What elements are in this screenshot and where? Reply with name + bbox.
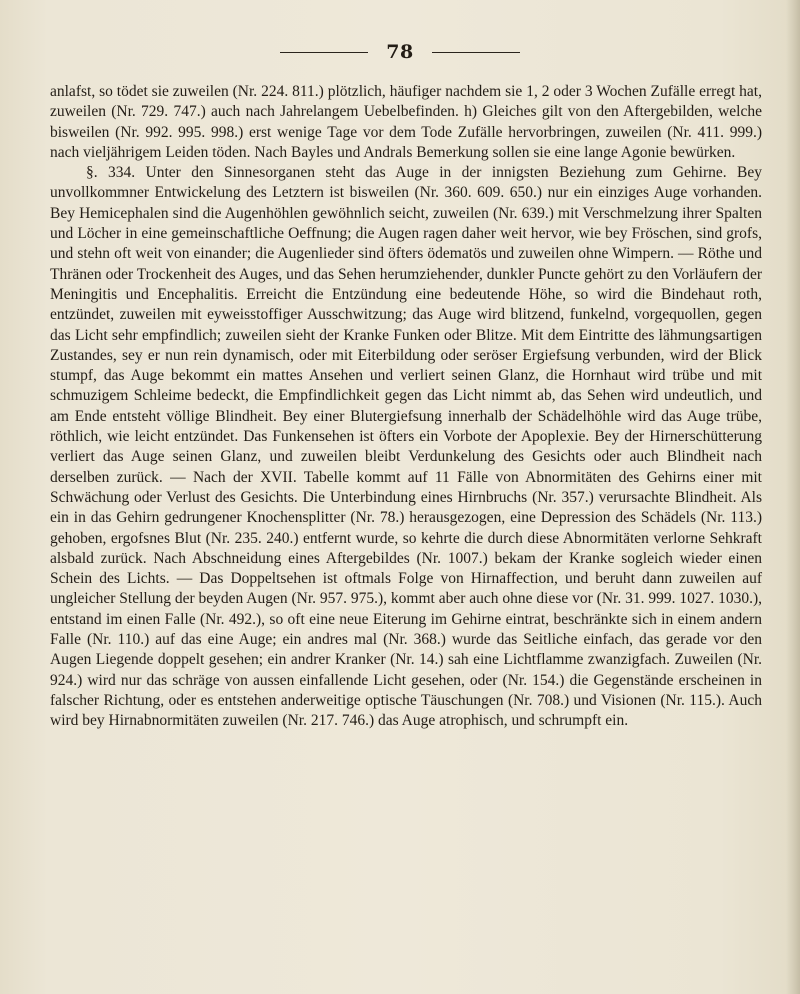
page-header [200, 40, 600, 64]
body-text [50, 82, 762, 732]
paragraph-continuation: anlafst, so tödet sie zuweilen (Nr. 224. 811.) plötzlich, häufiger nachdem sie 1, 2 oder 3 Wochen Zufälle erregt hat, zuweilen (Nr. 729. 747.) auch nach Jahrelangem Uebelbefinden. h) Gleiches gilt von den Aftergebilden, welche bisweilen (Nr. 992. 995. 998.) erst wenige Tage vor dem Tode Zufälle hervorbringen, zuweilen (Nr. 411. 999.) nach vieljährigem Leiden töden. Nach Bayles und Andrals Bemerkung sollen sie eine lange Agonie bewürken. [50, 83, 762, 161]
page-number: 78 [386, 41, 414, 63]
page-edge-shadow [786, 0, 800, 994]
header-rule-left [280, 52, 368, 53]
header-rule-right [432, 52, 520, 53]
paragraph-section-334: §. 334. Unter den Sinnesorganen steht das Auge in der innigsten Beziehung zum Gehirne. Bey unvollkommner Entwickelung des Letztern ist bisweilen (Nr. 360. 609. 650.) nur ein einziges Auge vorhanden. Bey Hemicephalen sind die Augenhöhlen gewöhnlich seicht, zuweilen (Nr. 639.) mit Verschmelzung ihrer Spalten und Löcher in eine gemeinschaftliche Oeffnung; die Augen ragen daher weit hervor, wie bey Fröschen, sind grofs, und stehn oft weit von einander; die Augenlieder sind öfters ödematös und zuweilen ohne Wimpern. — Röthe und Thränen oder Trockenheit des Auges, und das Sehen herumziehender, dunkler Puncte gehört zu den Vorläufern der Meningitis und Encephalitis. Erreicht die Entzündung eine bedeutende Höhe, so wird die Bindehaut roth, entzündet, zuweilen mit eyweisstoffiger Ausschwitzung; das Auge wird blitzend, funkelnd, vorgequollen, gegen das Licht sehr empfindlich; zuweilen sieht der Kranke Funken oder Blitze. Mit dem Eintritte des lähmungsartigen Zustandes, sey er nun rein dynamisch, oder mit Eiterbildung oder seröser Ergiefsung verbunden, wird der Blick stumpf, das Auge bekommt ein mattes Ansehen und verliert seinen Glanz, die Hornhaut wird trübe und mit schmuzigem Schleime bedeckt, die Empfindlichkeit gegen das Licht nimmt ab, das Sehen wird undeutlich, und am Ende entsteht völlige Blindheit. Bey einer Blutergiefsung innerhalb der Schädelhöhle wird das Auge trübe, röthlich, wie leicht entzündet. Das Funkensehen ist öfters ein Vorbote der Apoplexie. Bey der Hirnerschütterung verliert das Auge seinen Glanz, und zuweilen bleibt Verdunkelung des Gesichts oder auch Blindheit nach derselben zurück. — Nach der XVII. Tabelle kommt auf 11 Fälle von Abnormitäten des Gehirns einer mit Schwächung oder Verlust des Gesichts. Die Unterbindung eines Hirnbruchs (Nr. 357.) verursachte Blindheit. Als ein in das Gehirn gedrungener Knochensplitter (Nr. 78.) herausgezogen, eine Depression des Schädels (Nr. 113.) gehoben, ergofsnes Blut (Nr. 235. 240.) entfernt wurde, so kehrte die durch diese Abnormitäten verlorne Sehkraft alsbald zurück. Nach Abschneidung eines Aftergebildes (Nr. 1007.) bekam der Kranke sogleich wieder einen Schein des Lichts. — Das Doppeltsehen ist oftmals Folge von Hirnaffection, und beruht dann zuweilen auf ungleicher Stellung der beyden Augen (Nr. 957. 975.), kommt aber auch ohne diese vor (Nr. 31. 999. 1027. 1030.), entstand im einen Falle (Nr. 492.), so oft eine neue Eiterung im Gehirne eintrat, beschränkte sich in einem andern Falle (Nr. 110.) auf das eine Auge; ein andres mal (Nr. 368.) wurde das Seitliche einfach, das gerade vor den Augen Liegende doppelt gesehen; ein andrer Kranker (Nr. 14.) sah eine Lichtflamme zwanzigfach. Zuweilen (Nr. 924.) wird nur das schräge von aussen einfallende Licht gesehen, oder (Nr. 154.) die Gegenstände erscheinen in falscher Richtung, oder es entstehen anderweitige optische Täuschungen (Nr. 708.) und Visionen (Nr. 115.). Auch wird bey Hirnabnormitäten zuweilen (Nr. 217. 746.) das Auge atrophisch, und schrumpft ein. [50, 164, 762, 730]
